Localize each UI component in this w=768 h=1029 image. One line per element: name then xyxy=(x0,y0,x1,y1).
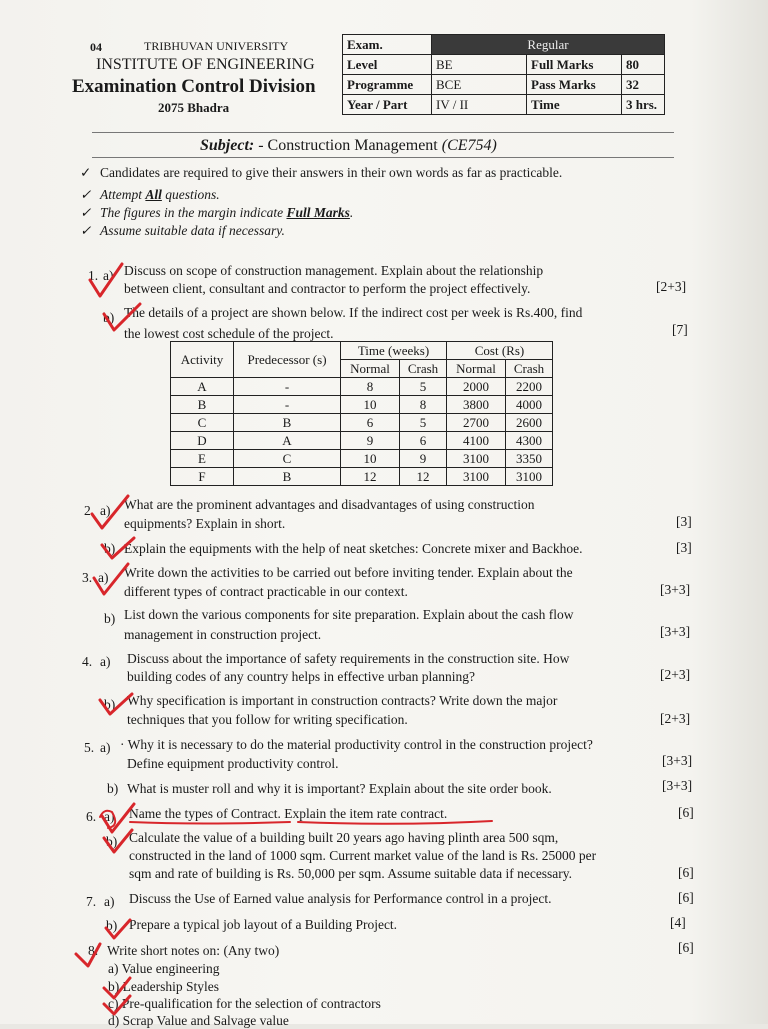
table-cell: 3800 xyxy=(447,396,506,414)
table-cell: B xyxy=(234,468,341,486)
instruction-text: questions. xyxy=(161,187,220,202)
table-cell: A xyxy=(234,432,341,450)
table-cell: 6 xyxy=(341,414,400,432)
question-text: Write short notes on: (Any two) xyxy=(107,943,280,958)
question-marks: [6] xyxy=(678,865,694,880)
question-marks: [7] xyxy=(672,322,688,337)
instruction-item xyxy=(80,205,353,221)
table-row xyxy=(171,414,553,432)
question-marks: [3] xyxy=(676,540,692,555)
list-item: d) Scrap Value and Salvage value xyxy=(108,1013,289,1028)
table-cell: C xyxy=(234,450,341,468)
subject-text: - Construction Management xyxy=(254,137,442,154)
table-cell: 10 xyxy=(341,450,400,468)
question-text: List down the various components for site preparation. Explain about the cash flow xyxy=(124,607,574,622)
question-text: Prepare a typical job layout of a Building Project. xyxy=(129,917,398,932)
subject-prefix: Subject: xyxy=(200,137,255,154)
question-text: Calculate the value of a building built 20 years ago having plinth area 500 sqm, xyxy=(129,830,559,845)
question-number: 8. xyxy=(88,943,99,958)
table-cell: 6 xyxy=(400,432,447,450)
question-text: building codes of any country helps in effective urban planning? xyxy=(127,669,476,684)
subject-code: (CE754) xyxy=(441,137,497,154)
table-cell: 3100 xyxy=(447,450,506,468)
table-cell: 3100 xyxy=(447,468,506,486)
question-text: Discuss about the importance of safety requirements in the construction site. How xyxy=(127,651,570,666)
table-cell: A xyxy=(171,378,234,396)
paper-code: 04 xyxy=(90,40,102,54)
table-cell: 9 xyxy=(400,450,447,468)
table-cell: C xyxy=(171,414,234,432)
check-icon: ✓ xyxy=(80,165,92,180)
table-cell: B xyxy=(234,414,341,432)
subquestion-label: a) xyxy=(100,654,111,669)
question-marks: [3+3] xyxy=(660,624,691,639)
table-subheader: Normal xyxy=(341,360,400,378)
table-cell: - xyxy=(234,396,341,414)
table-cell: 12 xyxy=(341,468,400,486)
question-number: 6. xyxy=(86,809,97,824)
level-label: Level xyxy=(343,55,432,75)
subquestion-label: b) xyxy=(106,918,118,933)
question-text: Discuss on scope of construction management. Explain about the relationship xyxy=(124,263,544,278)
table-cell: 4000 xyxy=(506,396,553,414)
table-cell: 9 xyxy=(341,432,400,450)
exam-session: 2075 Bhadra xyxy=(158,100,230,115)
question-text: What are the prominent advantages and disadvantages of using construction xyxy=(124,497,535,512)
table-row xyxy=(171,396,553,414)
subquestion-label: a) xyxy=(104,809,115,824)
table-row xyxy=(171,378,553,396)
instruction-item xyxy=(80,223,285,239)
table-cell: 2600 xyxy=(506,414,553,432)
institute-name: INSTITUTE OF ENGINEERING xyxy=(96,56,315,73)
table-header: Predecessor (s) xyxy=(234,342,341,378)
full-marks-label: Full Marks xyxy=(527,55,622,75)
check-icon: ✓ xyxy=(80,205,92,220)
question-text: different types of contract practicable in our context. xyxy=(124,584,408,599)
table-cell: E xyxy=(171,450,234,468)
question-text: Write down the activities to be carried out before inviting tender. Explain about the xyxy=(124,565,573,580)
question-number: 2. xyxy=(84,503,95,518)
list-item: b) Leadership Styles xyxy=(108,979,219,994)
table-cell: 10 xyxy=(341,396,400,414)
subject-line xyxy=(200,137,497,155)
subquestion-label: b) xyxy=(104,697,116,712)
table-cell: 2000 xyxy=(447,378,506,396)
question-marks: [3+3] xyxy=(662,753,693,768)
instruction-item xyxy=(80,165,562,181)
question-text: The details of a project are shown below. If the indirect cost per week is Rs.400, find xyxy=(124,305,583,320)
table-header: Cost (Rs) xyxy=(447,342,553,360)
subquestion-label: b) xyxy=(106,834,118,849)
exam-value: Regular xyxy=(432,35,665,55)
activity-table xyxy=(170,341,553,486)
table-cell: 5 xyxy=(400,414,447,432)
list-item: a) Value engineering xyxy=(108,961,220,976)
subquestion-label: a) xyxy=(104,894,115,909)
question-text: Explain the equipments with the help of neat sketches: Concrete mixer and Backhoe. xyxy=(124,541,583,556)
programme-label: Programme xyxy=(343,75,432,95)
time-label: Time xyxy=(527,95,622,115)
table-row xyxy=(171,450,553,468)
table-cell: 12 xyxy=(400,468,447,486)
table-header: Time (weeks) xyxy=(341,342,447,360)
division-name: Examination Control Division xyxy=(72,76,316,97)
subquestion-label: a) xyxy=(100,740,111,755)
exam-label: Exam. xyxy=(343,35,432,55)
question-text: equipments? Explain in short. xyxy=(124,516,286,531)
question-text: management in construction project. xyxy=(124,627,322,642)
subquestion-label: b) xyxy=(107,781,119,796)
subquestion-label: a) xyxy=(103,268,114,283)
table-cell: 3100 xyxy=(506,468,553,486)
subquestion-label: b) xyxy=(103,310,115,325)
question-text: · Why it is necessary to do the material productivity control in the construction project? xyxy=(120,737,593,752)
table-cell: 8 xyxy=(400,396,447,414)
table-header: Activity xyxy=(171,342,234,378)
pass-marks-value: 32 xyxy=(622,75,665,95)
table-cell: B xyxy=(171,396,234,414)
question-text: Discuss the Use of Earned value analysis for Performance control in a project. xyxy=(129,891,552,906)
table-cell: 8 xyxy=(341,378,400,396)
question-text: Define equipment productivity control. xyxy=(127,756,339,771)
question-marks: [6] xyxy=(678,940,694,955)
list-item: c) Pre-qualification for the selection of contractors xyxy=(108,996,381,1011)
question-number: 3. xyxy=(82,570,93,585)
exam-info-table xyxy=(342,34,665,115)
university-name: TRIBHUVAN UNIVERSITY xyxy=(144,39,289,53)
question-text: techniques that you follow for writing specification. xyxy=(127,712,408,727)
table-cell: F xyxy=(171,468,234,486)
question-text: between client, consultant and contractor to perform the project effectively. xyxy=(124,281,531,296)
instruction-text: Assume suitable data if necessary. xyxy=(100,223,285,238)
instruction-text: . xyxy=(349,205,354,220)
question-marks: [3+3] xyxy=(662,778,693,793)
question-marks: [6] xyxy=(678,890,694,905)
table-subheader: Normal xyxy=(447,360,506,378)
question-marks: [2+3] xyxy=(660,711,691,726)
table-cell: 3350 xyxy=(506,450,553,468)
question-text: the lowest cost schedule of the project. xyxy=(124,326,334,341)
instruction-emphasis: Full Marks xyxy=(286,205,350,220)
table-subheader: Crash xyxy=(400,360,447,378)
table-cell: 2200 xyxy=(506,378,553,396)
divider xyxy=(92,157,674,158)
question-number: 7. xyxy=(86,894,97,909)
table-cell: 5 xyxy=(400,378,447,396)
red-underline xyxy=(130,822,290,824)
table-row xyxy=(171,432,553,450)
question-marks: [2+3] xyxy=(656,279,687,294)
table-cell: D xyxy=(171,432,234,450)
table-cell: 4100 xyxy=(447,432,506,450)
level-value: BE xyxy=(432,55,527,75)
divider xyxy=(92,132,674,133)
programme-value: BCE xyxy=(432,75,527,95)
question-number: 4. xyxy=(82,654,93,669)
question-marks: [3] xyxy=(676,514,692,529)
question-marks: [2+3] xyxy=(660,667,691,682)
table-cell: 4300 xyxy=(506,432,553,450)
question-text: sqm and rate of building is Rs. 50,000 per sqm. Assume suitable data if necessary. xyxy=(129,866,573,881)
check-icon: ✓ xyxy=(80,223,92,238)
year-label: Year / Part xyxy=(343,95,432,115)
year-value: IV / II xyxy=(432,95,527,115)
question-number: 1. xyxy=(88,268,99,283)
instruction-text: Attempt xyxy=(100,187,146,202)
subquestion-label: a) xyxy=(100,503,111,518)
instruction-text: The figures in the margin indicate xyxy=(100,205,287,220)
question-text: Why specification is important in construction contracts? Write down the major xyxy=(127,693,558,708)
subquestion-label: b) xyxy=(104,541,116,556)
table-subheader: Crash xyxy=(506,360,553,378)
question-text: constructed in the land of 1000 sqm. Current market value of the land is Rs. 25000 per xyxy=(129,848,597,863)
question-text: What is muster roll and why it is important? Explain about the site order book. xyxy=(127,781,552,796)
question-marks: [4] xyxy=(670,915,686,930)
instruction-emphasis: All xyxy=(145,187,162,202)
time-value: 3 hrs. xyxy=(622,95,665,115)
table-cell: 2700 xyxy=(447,414,506,432)
question-marks: [6] xyxy=(678,805,694,820)
question-text: Name the types of Contract. Explain the item rate contract. xyxy=(129,806,448,821)
instruction-text: Candidates are required to give their answers in their own words as far as practicable. xyxy=(100,165,563,180)
table-row xyxy=(171,468,553,486)
table-cell: - xyxy=(234,378,341,396)
full-marks-value: 80 xyxy=(622,55,665,75)
pass-marks-label: Pass Marks xyxy=(527,75,622,95)
check-icon: ✓ xyxy=(80,187,92,202)
question-marks: [3+3] xyxy=(660,582,691,597)
subquestion-label: a) xyxy=(98,570,109,585)
question-number: 5. xyxy=(84,740,95,755)
subquestion-label: b) xyxy=(104,611,116,626)
instruction-item xyxy=(80,187,220,203)
